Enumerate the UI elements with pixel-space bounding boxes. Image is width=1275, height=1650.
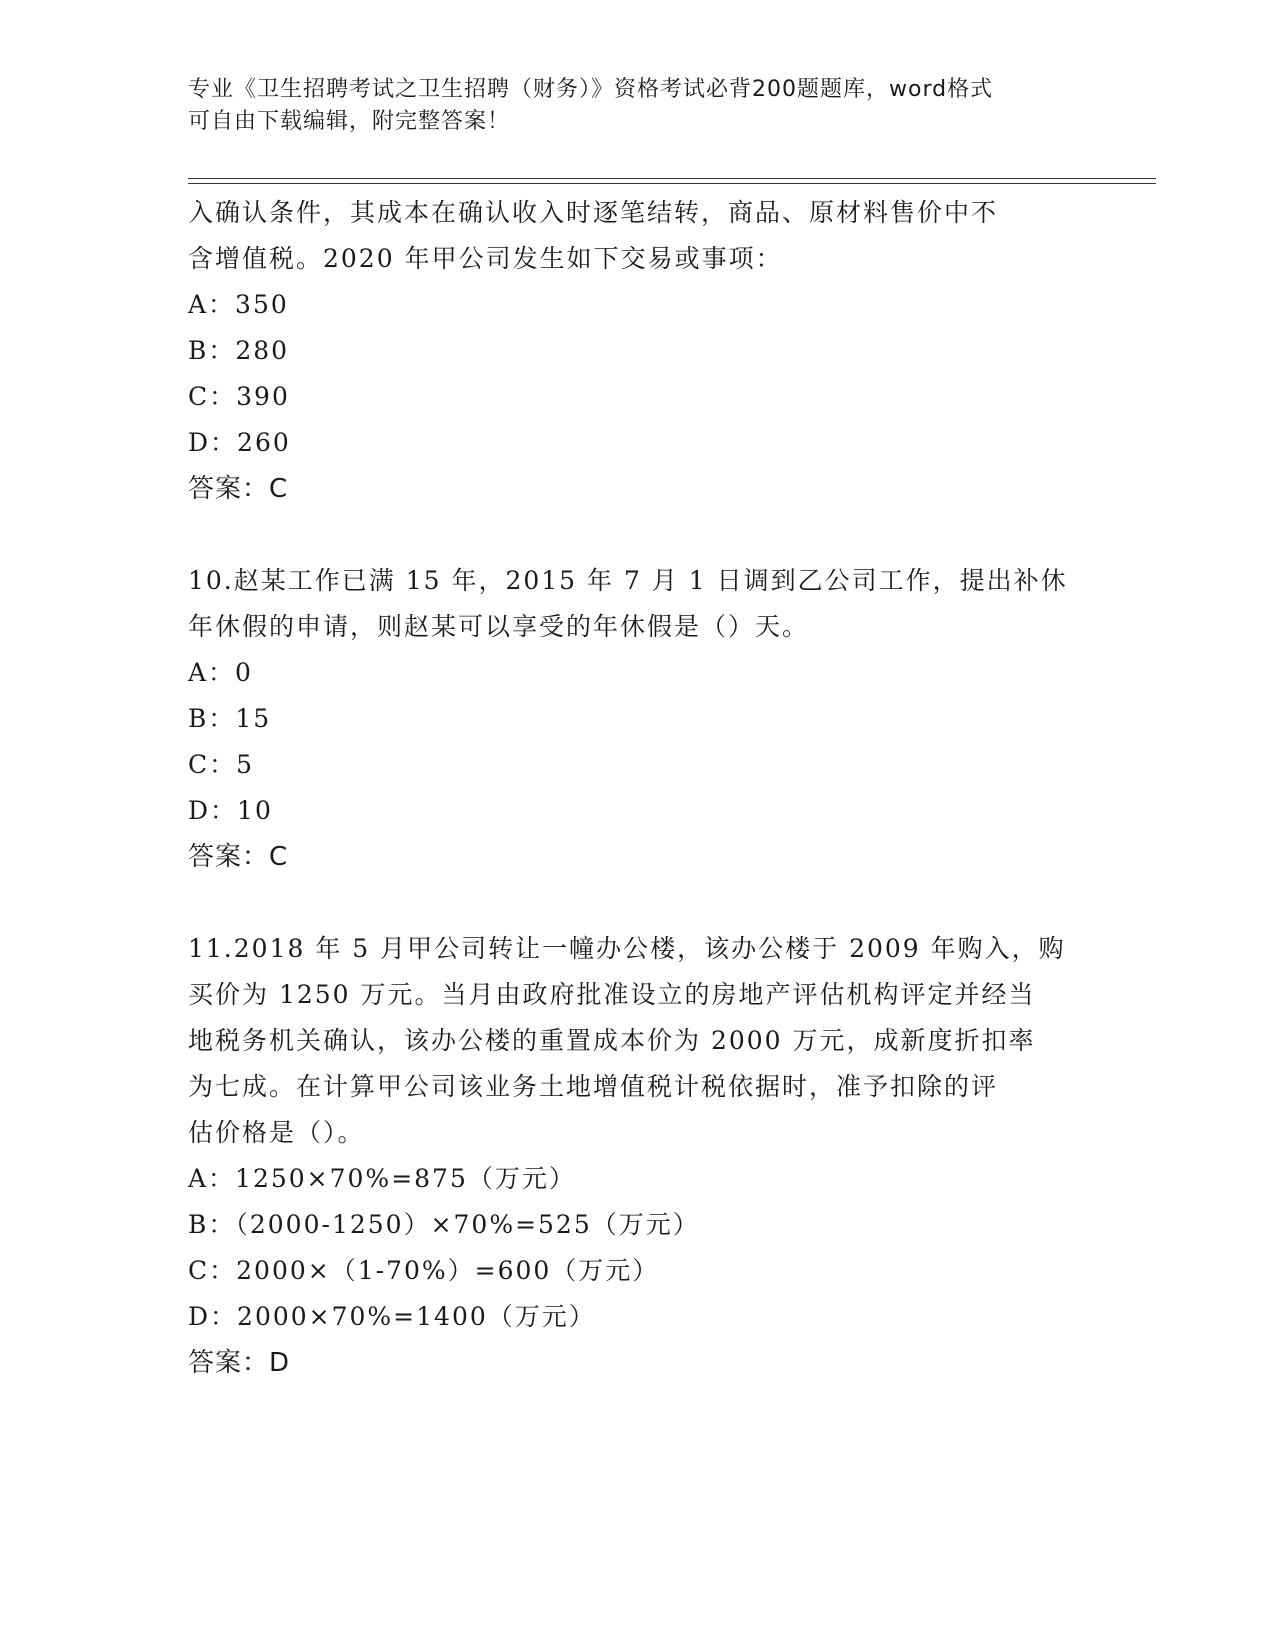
question-text-line: 入确认条件，其成本在确认收入时逐笔结转，商品、原材料售价中不 — [188, 198, 999, 227]
question-text-line: 买价为 1250 万元。当月由政府批准设立的房地产评估机构评定并经当 — [188, 980, 1036, 1009]
question-continuation — [188, 190, 1088, 512]
header-title-line-2: 可自由下载编辑，附完整答案！ — [188, 109, 511, 134]
question-spacer — [188, 880, 1088, 926]
option-d: D：260 — [188, 428, 291, 457]
option-c: C：390 — [188, 382, 290, 411]
option-d: D：2000×70%=1400（万元） — [188, 1302, 596, 1331]
question-text-line: 地税务机关确认，该办公楼的重置成本价为 2000 万元，成新度折扣率 — [188, 1026, 1036, 1055]
option-d: D：10 — [188, 796, 273, 825]
answer-line: 答案：C — [188, 474, 289, 504]
question-text-line: 年休假的申请，则赵某可以享受的年休假是（）天。 — [188, 612, 810, 641]
question-text-line: 为七成。在计算甲公司该业务土地增值税计税依据时，准予扣除的评 — [188, 1072, 999, 1101]
header-divider-bottom — [188, 183, 1156, 184]
document-header — [188, 74, 1068, 138]
option-a: A：0 — [188, 658, 253, 687]
option-a: A：350 — [188, 290, 289, 319]
question-spacer — [188, 512, 1088, 558]
document-body — [188, 190, 1088, 1386]
question-text-line: 11.2018 年 5 月甲公司转让一幢办公楼，该办公楼于 2009 年购入，购 — [188, 934, 1066, 963]
question-text-line: 10.赵某工作已满 15 年，2015 年 7 月 1 日调到乙公司工作，提出补休 — [188, 566, 1068, 595]
option-a: A：1250×70%=875（万元） — [188, 1164, 576, 1193]
option-c: C：5 — [188, 750, 255, 779]
answer-line: 答案：D — [188, 1348, 291, 1378]
answer-line: 答案：C — [188, 842, 289, 872]
option-b: B：280 — [188, 336, 290, 365]
question-11 — [188, 926, 1088, 1386]
question-text-line: 估价格是（）。 — [188, 1118, 365, 1147]
option-b: B：（2000-1250）×70%=525（万元） — [188, 1210, 700, 1239]
header-divider-top — [188, 178, 1156, 179]
option-c: C：2000×（1-70%）=600（万元） — [188, 1256, 660, 1285]
question-text-line: 含增值税。2020 年甲公司发生如下交易或事项： — [188, 244, 783, 273]
question-10 — [188, 558, 1088, 880]
header-title-line-1: 专业《卫生招聘考试之卫生招聘（财务）》资格考试必背200题题库，word格式 — [188, 77, 994, 102]
option-b: B：15 — [188, 704, 272, 733]
